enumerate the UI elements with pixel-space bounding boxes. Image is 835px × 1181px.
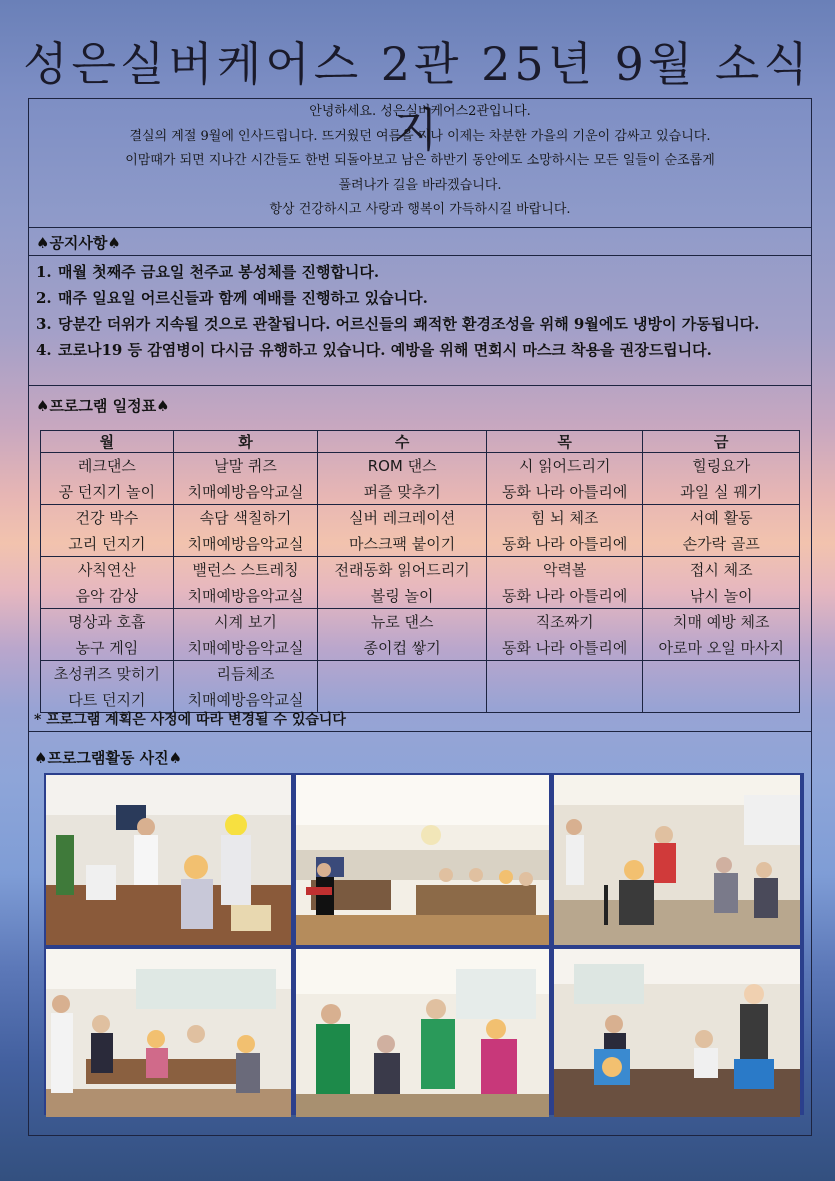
schedule-header-row bbox=[41, 431, 800, 453]
schedule-cell: 공 던지기 놀이 bbox=[41, 479, 174, 505]
notice-number: 1. bbox=[36, 263, 52, 281]
greeting-line: 결실의 계절 9월에 인사드립니다. 뜨거웠던 여름을 지나 이제는 차분한 가을의 기운이 감싸고 있습니다. bbox=[129, 128, 711, 144]
day-header: 월 bbox=[41, 431, 174, 453]
greeting-line: 항상 건강하시고 사랑과 행복이 가득하시길 바랍니다. bbox=[269, 202, 571, 217]
day-header: 화 bbox=[173, 431, 318, 453]
schedule-row bbox=[41, 453, 800, 479]
photo-grid bbox=[44, 773, 804, 1115]
schedule-cell: 퍼즐 맞추기 bbox=[318, 479, 487, 505]
schedule-row bbox=[41, 583, 800, 609]
notice-item bbox=[36, 259, 804, 285]
schedule-cell: 리듬체조 bbox=[173, 661, 318, 687]
schedule-cell: 치매예방음악교실 bbox=[173, 687, 318, 713]
activity-photo bbox=[46, 949, 291, 1117]
activity-photo bbox=[554, 775, 800, 945]
schedule-cell: 힘 뇌 체조 bbox=[486, 505, 643, 531]
program-schedule-table bbox=[40, 430, 800, 713]
schedule-cell: 볼링 놀이 bbox=[318, 583, 487, 609]
notice-text: 코로나19 등 감염병이 다시금 유행하고 있습니다. 예방을 위해 면회시 마스크 착용을 권장드립니다. bbox=[58, 341, 712, 359]
activity-photo bbox=[296, 775, 549, 945]
day-header: 목 bbox=[486, 431, 643, 453]
schedule-cell: 동화 나라 아틀리에 bbox=[486, 479, 643, 505]
schedule-cell: 전래동화 읽어드리기 bbox=[318, 557, 487, 583]
schedule-cell bbox=[486, 687, 643, 713]
notice-item bbox=[36, 285, 804, 311]
schedule-cell: 종이컵 쌓기 bbox=[318, 635, 487, 661]
notice-list bbox=[28, 256, 812, 386]
schedule-row bbox=[41, 479, 800, 505]
schedule-cell: 접시 체조 bbox=[643, 557, 800, 583]
page-title: 성은실버케어스 2관 25년 9월 소식지 bbox=[23, 37, 812, 157]
schedule-cell: 손가락 골프 bbox=[643, 531, 800, 557]
activity-photo bbox=[46, 775, 291, 945]
schedule-cell: 아로마 오일 마사지 bbox=[643, 635, 800, 661]
notice-number: 4. bbox=[36, 341, 52, 359]
schedule-cell: 다트 던지기 bbox=[41, 687, 174, 713]
schedule-cell: 동화 나라 아틀리에 bbox=[486, 531, 643, 557]
schedule-row bbox=[41, 609, 800, 635]
schedule-cell: 치매예방음악교실 bbox=[173, 479, 318, 505]
schedule-cell: 음악 감상 bbox=[41, 583, 174, 609]
schedule-cell: 힐링요가 bbox=[643, 453, 800, 479]
schedule-cell: 서예 활동 bbox=[643, 505, 800, 531]
schedule-cell: 시계 보기 bbox=[173, 609, 318, 635]
schedule-cell: 악력볼 bbox=[486, 557, 643, 583]
schedule-cell: 밸런스 스트레칭 bbox=[173, 557, 318, 583]
greeting-line: 풀려나가 길을 바라겠습니다. bbox=[338, 177, 502, 193]
schedule-cell: 초성퀴즈 맞히기 bbox=[41, 661, 174, 687]
schedule-cell: 고리 던지기 bbox=[41, 531, 174, 557]
schedule-cell: 치매예방음악교실 bbox=[173, 531, 318, 557]
schedule-cell: 직조짜기 bbox=[486, 609, 643, 635]
notice-number: 2. bbox=[36, 289, 52, 307]
schedule-cell: 시 읽어드리기 bbox=[486, 453, 643, 479]
schedule-cell: 과일 실 꿰기 bbox=[643, 479, 800, 505]
schedule-cell bbox=[643, 687, 800, 713]
notice-text: 매월 첫째주 금요일 천주교 봉성체를 진행합니다. bbox=[58, 263, 380, 281]
schedule-cell bbox=[643, 661, 800, 687]
activity-photo bbox=[554, 949, 800, 1117]
day-header: 금 bbox=[643, 431, 800, 453]
greeting-line: 이맘때가 되면 지나간 시간들도 한번 되돌아보고 남은 하반기 동안에도 소망하시는 모든 일들이 순조롭게 bbox=[125, 153, 715, 168]
schedule-row bbox=[41, 557, 800, 583]
schedule-row bbox=[41, 635, 800, 661]
notice-text: 당분간 더위가 지속될 것으로 관찰됩니다. 어르신들의 쾌적한 환경조성을 위해 9월에도 냉방이 가동됩니다. bbox=[58, 315, 760, 333]
activity-photo bbox=[296, 949, 549, 1117]
schedule-cell: 건강 박수 bbox=[41, 505, 174, 531]
notice-number: 3. bbox=[36, 315, 52, 333]
schedule-cell: 동화 나라 아틀리에 bbox=[486, 583, 643, 609]
schedule-cell: 동화 나라 아틀리에 bbox=[486, 635, 643, 661]
notice-item bbox=[36, 311, 804, 337]
schedule-cell: 뉴로 댄스 bbox=[318, 609, 487, 635]
program-heading: ♠프로그램 일정표♠ bbox=[36, 397, 170, 415]
greeting-line: 안녕하세요. 성은실버케어스2관입니다. bbox=[309, 104, 531, 119]
notice-item bbox=[36, 337, 804, 363]
greeting-section bbox=[28, 98, 812, 228]
notice-heading: ♠공지사항♠ bbox=[28, 228, 812, 256]
schedule-cell: 날말 퀴즈 bbox=[173, 453, 318, 479]
notice-text: 매주 일요일 어르신들과 함께 예배를 진행하고 있습니다. bbox=[58, 289, 428, 307]
schedule-cell: 치매 예방 체조 bbox=[643, 609, 800, 635]
schedule-cell: 명상과 호흡 bbox=[41, 609, 174, 635]
schedule-cell: 낚시 놀이 bbox=[643, 583, 800, 609]
schedule-row bbox=[41, 531, 800, 557]
schedule-cell: ROM 댄스 bbox=[318, 453, 487, 479]
schedule-cell: 마스크팩 붙이기 bbox=[318, 531, 487, 557]
divider bbox=[28, 731, 812, 732]
schedule-cell: 치매예방음악교실 bbox=[173, 583, 318, 609]
schedule-note: * 프로그램 계획은 사정에 따라 변경될 수 있습니다 bbox=[34, 712, 346, 728]
schedule-cell: 실버 레크레이션 bbox=[318, 505, 487, 531]
schedule-cell bbox=[318, 661, 487, 687]
schedule-row bbox=[41, 505, 800, 531]
schedule-row bbox=[41, 661, 800, 687]
schedule-cell: 농구 게임 bbox=[41, 635, 174, 661]
schedule-cell: 레크댄스 bbox=[41, 453, 174, 479]
photo-heading: ♠프로그램활동 사진♠ bbox=[34, 749, 183, 767]
schedule-cell: 치매예방음악교실 bbox=[173, 635, 318, 661]
schedule-cell bbox=[486, 661, 643, 687]
day-header: 수 bbox=[318, 431, 487, 453]
schedule-cell: 사칙연산 bbox=[41, 557, 174, 583]
schedule-cell: 속담 색칠하기 bbox=[173, 505, 318, 531]
